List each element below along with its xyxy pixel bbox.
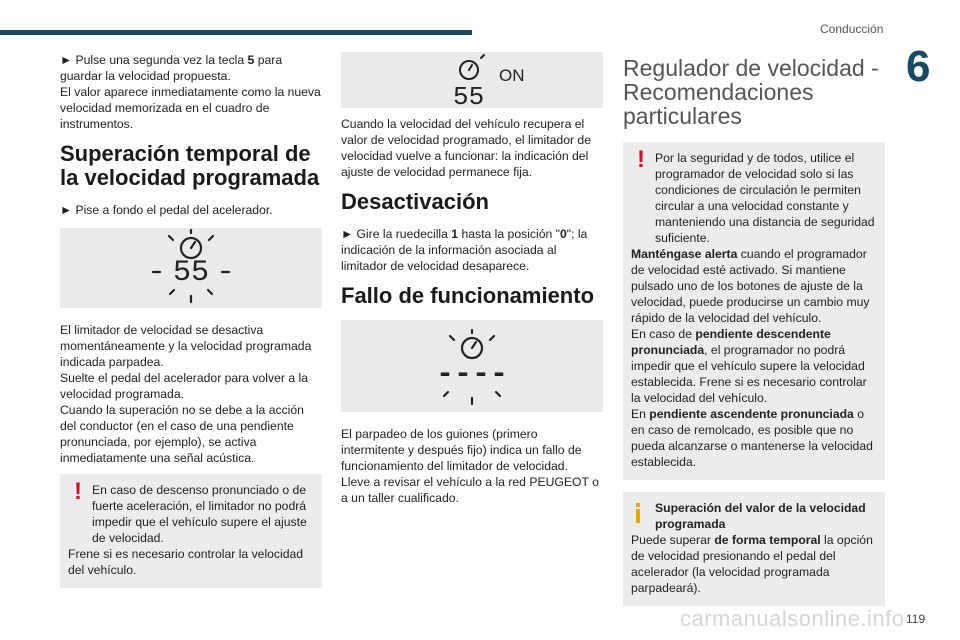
svg-text:ON: ON (499, 66, 525, 85)
display-illustration (341, 320, 603, 412)
warning-text: En pendiente ascendente pronunciada o en caso de remolcado, es posible que no pueda alcanzarse o mantenerse la velocidad establecida. (631, 407, 873, 469)
speedometer-icon (60, 228, 322, 308)
info-title: Superación del valor de la velocidad programada (655, 501, 866, 531)
page-number: 119 (906, 612, 926, 626)
chapter-number: 6 (906, 42, 931, 91)
paragraph: Cuando la velocidad del vehículo recupera el valor de velocidad programado, el limitador de velocidad vuelve a funcionar: la indicación del ajuste de velocidad permanece fija. (341, 117, 591, 179)
info-icon (636, 503, 640, 523)
svg-text:55: 55 (453, 82, 485, 108)
warning-text: Por la seguridad y de todos, utilice el programador de velocidad solo si las condiciones de circulación le permiten circular a una velocidad constante y manteniendo una distancia de seguridad suficiente. (655, 151, 875, 245)
speedometer-icon (341, 52, 603, 108)
heading-failure: Fallo de funcionamiento (341, 283, 595, 308)
section-title: Conducción (820, 22, 884, 36)
display-illustration (341, 52, 603, 108)
heading-regulator: Regulador de velocidad - Recomendaciones particulares (623, 55, 879, 129)
paragraph: El limitador de velocidad se desactiva momentáneamente y la velocidad programada indicada parpadea. Suelte el pedal del acelerador para volver a la velocidad programada. Cuando la superación no se debe a la acción del conductor (en el caso de una pendiente pronunciada, por ejemplo), se activa inmediatamente una señal acústica. (60, 323, 312, 465)
warning-text: Frene si es necesario controlar la velocidad del vehículo. (68, 547, 304, 577)
warning-icon: ! (637, 146, 645, 173)
warning-box (623, 142, 885, 480)
watermark: carmanualsonline.info (680, 606, 905, 631)
header-bar (0, 30, 472, 35)
info-text: Puede superar de forma temporal la opción de velocidad presionando el pedal del acelerador (la velocidad programada parpadeará). (631, 533, 873, 595)
warning-text: En caso de descenso pronunciado o de fuerte aceleración, el limitador no podrá impedir que el vehículo supere el ajuste de velocidad. (92, 483, 307, 545)
warning-text: Manténgase alerta cuando el programador de velocidad esté activado. Si mantiene pulsado uno de los botones de ajuste de la velocidad, puede producirse un cambio muy rápido de la velocidad del vehículo. (631, 247, 870, 325)
paragraph: ► Pulse una segunda vez la tecla 5 para guardar la velocidad propuesta. El valor aparece inmediatamente como la nueva velocidad memorizada en el cuadro de instrumentos. (60, 53, 321, 131)
info-box (623, 492, 885, 606)
warning-box (60, 474, 322, 588)
column-2 (341, 52, 603, 516)
paragraph: ► Gire la ruedecilla 1 hasta la posición "0"; la indicación de la información asociada al limitador de velocidad desaparece. (341, 227, 588, 273)
column-1 (60, 52, 322, 600)
svg-text:----: ---- (435, 358, 509, 392)
display-illustration (60, 228, 322, 308)
paragraph: El parpadeo de los guiones (primero intermitente y después fijo) indica un fallo de funcionamiento del limitador de velocidad. Lleve a revisar el vehículo a la red PEUGEOT o a un taller cualificado. (341, 427, 599, 505)
heading-deactivation: Desactivación (341, 189, 489, 214)
warning-icon: ! (74, 478, 82, 505)
paragraph: ► Pise a fondo el pedal del acelerador. (60, 203, 273, 217)
heading-exceed: Superación temporal de la velocidad programada (60, 141, 320, 190)
speedometer-icon (341, 320, 603, 412)
column-3 (623, 52, 885, 618)
svg-text:55: 55 (172, 256, 210, 290)
warning-text: En caso de pendiente descendente pronunciada, el programador no podrá impedir que el vehículo supere la velocidad establecida. Frene si es necesario controlar la velocidad del vehículo. (631, 327, 867, 405)
